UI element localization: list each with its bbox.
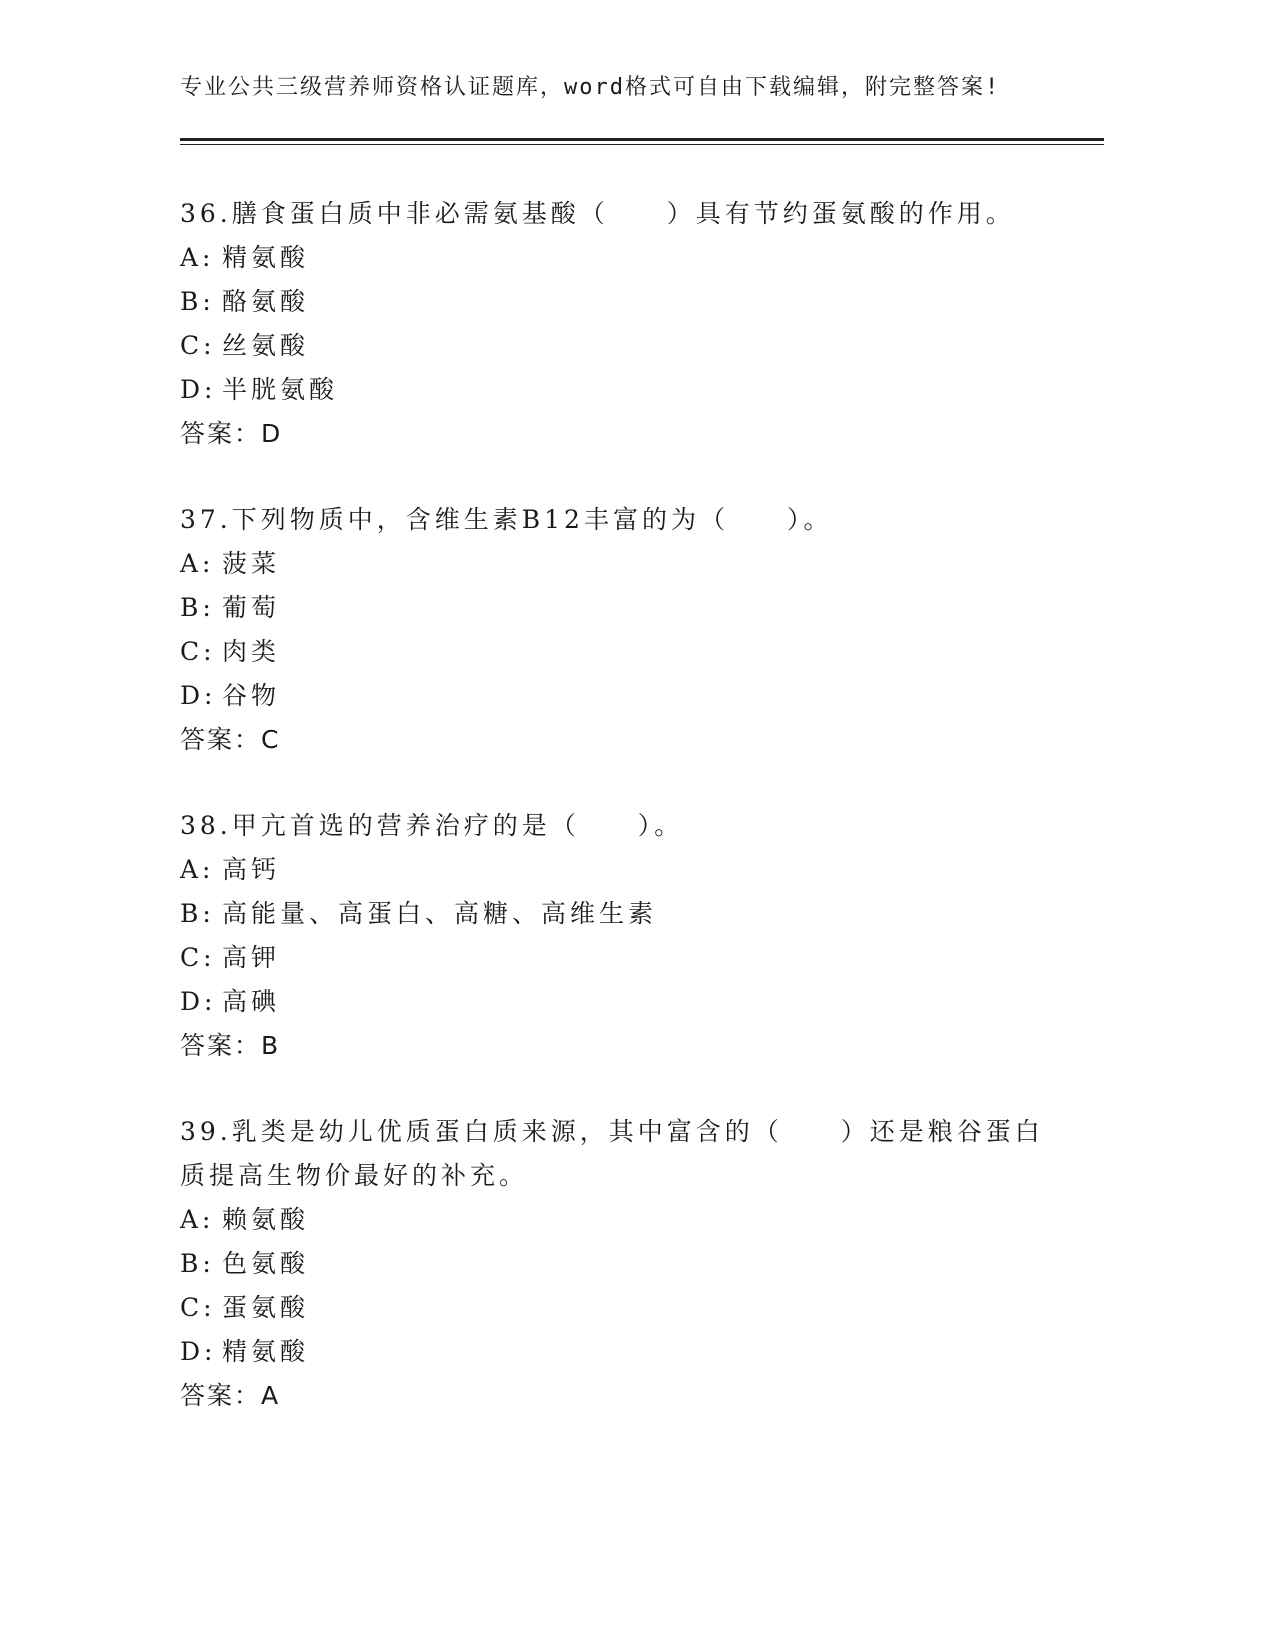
answer-line: 答案：C xyxy=(180,725,281,754)
option-letter: B: xyxy=(180,287,215,316)
option-d xyxy=(180,980,1060,1024)
option-letter: B: xyxy=(180,899,215,928)
option-text: 半胱氨酸 xyxy=(222,375,339,404)
option-a xyxy=(180,236,1060,280)
option-text: 谷物 xyxy=(222,681,281,710)
question-36 xyxy=(180,192,1060,456)
question-stem: 36.膳食蛋白质中非必需氨基酸（ ）具有节约蛋氨酸的作用。 xyxy=(180,199,1015,228)
option-letter: A: xyxy=(180,243,215,272)
header-rule-thin xyxy=(180,144,1104,145)
option-letter: B: xyxy=(180,1249,215,1278)
option-b xyxy=(180,892,1060,936)
option-letter: D: xyxy=(180,681,217,710)
option-letter: C: xyxy=(180,637,216,666)
question-39 xyxy=(180,1110,1060,1418)
question-stem: 37.下列物质中，含维生素B12丰富的为（ ）。 xyxy=(180,505,833,534)
option-text: 精氨酸 xyxy=(222,243,310,272)
option-letter: A: xyxy=(180,549,215,578)
option-a xyxy=(180,848,1060,892)
option-c xyxy=(180,1286,1060,1330)
option-text: 葡萄 xyxy=(222,593,281,622)
header-rule-thick xyxy=(180,138,1104,141)
option-text: 酪氨酸 xyxy=(222,287,310,316)
option-text: 高能量、高蛋白、高糖、高维生素 xyxy=(222,899,658,928)
option-c xyxy=(180,630,1060,674)
option-text: 高钾 xyxy=(222,943,281,972)
option-letter: D: xyxy=(180,1337,217,1366)
option-c xyxy=(180,936,1060,980)
option-text: 色氨酸 xyxy=(222,1249,310,1278)
option-letter: C: xyxy=(180,331,216,360)
page-header: 专业公共三级营养师资格认证题库，word格式可自由下载编辑，附完整答案! xyxy=(180,75,1001,100)
option-a xyxy=(180,1198,1060,1242)
question-stem: 39.乳类是幼儿优质蛋白质来源，其中富含的（ ）还是粮谷蛋白质提高生物价最好的补充。 xyxy=(180,1117,1044,1190)
option-letter: B: xyxy=(180,593,215,622)
question-38 xyxy=(180,804,1060,1068)
option-b xyxy=(180,280,1060,324)
option-text: 赖氨酸 xyxy=(222,1205,310,1234)
option-text: 高钙 xyxy=(222,855,281,884)
option-c xyxy=(180,324,1060,368)
option-d xyxy=(180,368,1060,412)
option-letter: C: xyxy=(180,1293,216,1322)
option-letter: A: xyxy=(180,1205,215,1234)
answer-line: 答案：B xyxy=(180,1031,281,1060)
option-text: 蛋氨酸 xyxy=(222,1293,310,1322)
answer-line: 答案：D xyxy=(180,419,283,448)
question-list xyxy=(180,192,1060,1460)
option-b xyxy=(180,1242,1060,1286)
option-letter: C: xyxy=(180,943,216,972)
option-letter: D: xyxy=(180,987,217,1016)
answer-line: 答案：A xyxy=(180,1381,281,1410)
option-letter: A: xyxy=(180,855,215,884)
question-37 xyxy=(180,498,1060,762)
question-stem: 38.甲亢首选的营养治疗的是（ ）。 xyxy=(180,811,684,840)
option-letter: D: xyxy=(180,375,217,404)
option-text: 菠菜 xyxy=(222,549,281,578)
option-text: 丝氨酸 xyxy=(222,331,310,360)
option-d xyxy=(180,674,1060,718)
option-text: 肉类 xyxy=(222,637,281,666)
option-text: 高碘 xyxy=(222,987,281,1016)
option-d xyxy=(180,1330,1060,1374)
option-text: 精氨酸 xyxy=(222,1337,310,1366)
option-a xyxy=(180,542,1060,586)
option-b xyxy=(180,586,1060,630)
